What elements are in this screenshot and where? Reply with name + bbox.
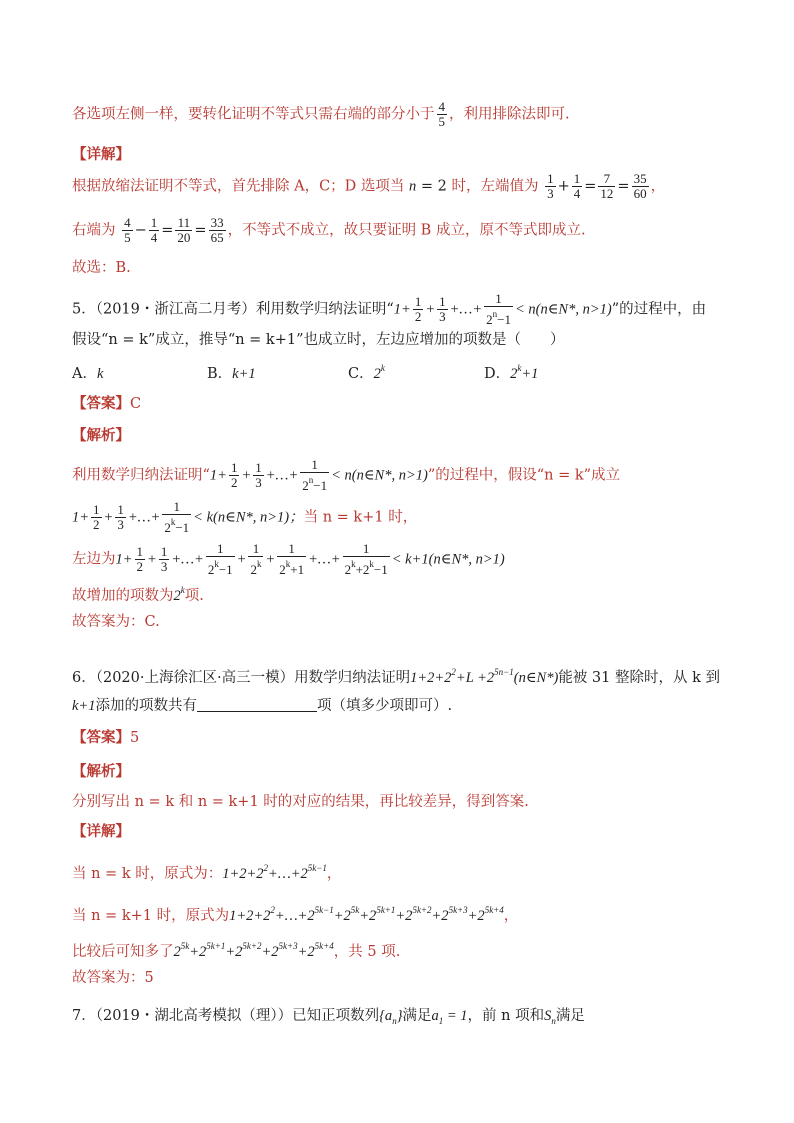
q5-analysis-tag: 【解析】 <box>72 428 130 444</box>
q6-analysis-tag: 【解析】 <box>72 764 130 780</box>
intro-line: 各选项左侧一样，要转化证明不等式只需右端的部分小于 $\frac{4}{5}$ ，利用排除法即可. <box>72 99 570 129</box>
q5-analysis-4: 故增加的项数为2$^k$项. <box>72 585 204 604</box>
q5-analysis-3: 左边为1+ $\frac{1}{2}$ + $\frac{1}{3}$ +…+ $\frac{1}{2^k-1}$ + $\frac{1}{2^k}$ + $\frac{1}{2^k+1}$ +…+ $\frac{1}{2^k+2^k-1}$ < k+1(n∈N*, n>1) <box>72 541 505 577</box>
q6-detail-2: 当 n = k+1 时，原式为$1+2+2^2+\dots+2^{5k-1}+2^{5k}+2^{5k+1}+2^{5k+2}+2^{5k+3}+2^{5k+4}$， <box>72 905 519 924</box>
q5-option-b: B．k+1 <box>207 366 256 382</box>
q6-detail-tag: 【详解】 <box>72 824 130 840</box>
q6-final: 故答案为：5 <box>72 970 154 986</box>
q5-analysis-1: 利用数学归纳法证明“1+ $\frac{1}{2}$ + $\frac{1}{3}$ +…+ $\frac{1}{2^n-1}$ < n(n∈N*, n>1)”的过程中，假设“n = k”成立 <box>72 457 621 493</box>
q5-stem: 5．（2019・浙江高二月考）利用数学归纳法证明“1+ $\frac{1}{2}$ + $\frac{1}{3}$ +…+ $\frac{1}{2^n-1}$ < n(n∈N*, n>1)”的过程中，由 <box>72 291 707 327</box>
q6-detail-3: 比较后可知多了$2^{5k}+2^{5k+1}+2^{5k+2}+2^{5k+3}+2^{5k+4}$，共 5 项. <box>72 941 401 960</box>
q5-option-d: D．$2^k+1$ <box>484 363 539 382</box>
q5-stem-2: 假设“n = k”成立，推导“n = k+1”也成立时，左边应增加的项数是（ ） <box>72 332 565 348</box>
q5-analysis-2: 1+ $\frac{1}{2}$ + $\frac{1}{3}$ +…+ $\frac{1}{2^k-1}$ < k(n∈N*, n>1)；当 n = k+1 时， <box>72 499 418 535</box>
q6-stem: 6．（2020·上海徐汇区·高三一模）用数学归纳法证明$1+2+2^2+L$ $+2^{5n-1}(n\in N*)$能被 31 整除时，从 k 到 <box>72 667 720 686</box>
q5-option-c: C．2$^k$ <box>348 363 385 382</box>
answer-blank[interactable] <box>197 697 317 712</box>
q5-analysis-5: 故答案为：C. <box>72 614 160 630</box>
q6-analysis: 分别写出 n = k 和 n = k+1 时的对应的结果，再比较差异，得到答案. <box>72 794 529 810</box>
detail-line-2: 右端为 $\frac{4}{5}$ − $\frac{1}{4}$ = $\frac{11}{20}$ = $\frac{33}{65}$ ，不等式不成立，故只要证明 B 成立，原不等式即成立. <box>72 215 586 245</box>
fraction: $\frac{4}{5}$ <box>438 99 445 129</box>
q7-stem: 7．（2019・湖北高考模拟（理））已知正项数列$\{a_n\}$满足$a_1 = 1$，前 n 项和$S_n$满足 <box>72 1008 585 1026</box>
detail-tag: 【详解】 <box>72 147 130 163</box>
choose-b: 故选：B. <box>72 260 131 276</box>
q6-detail-1: 当 n = k 时，原式为：$1+2+2^2+\dots+2^{5k-1}$， <box>72 863 342 882</box>
q6-stem-2: k+1添加的项数共有 项（填多少项即可）. <box>72 698 453 714</box>
q6-answer: 【答案】5 <box>72 730 140 746</box>
detail-line-1: 根据放缩法证明不等式，首先排除 A，C；D 选项当 n = 2 时，左端值为 $\frac{1}{3}$ + $\frac{1}{4}$ = $\frac{7}{12}$ = $\frac{35}{60}$ ， <box>72 171 666 201</box>
q5-answer: 【答案】C <box>72 396 142 412</box>
q5-option-a: A．k <box>72 366 104 382</box>
